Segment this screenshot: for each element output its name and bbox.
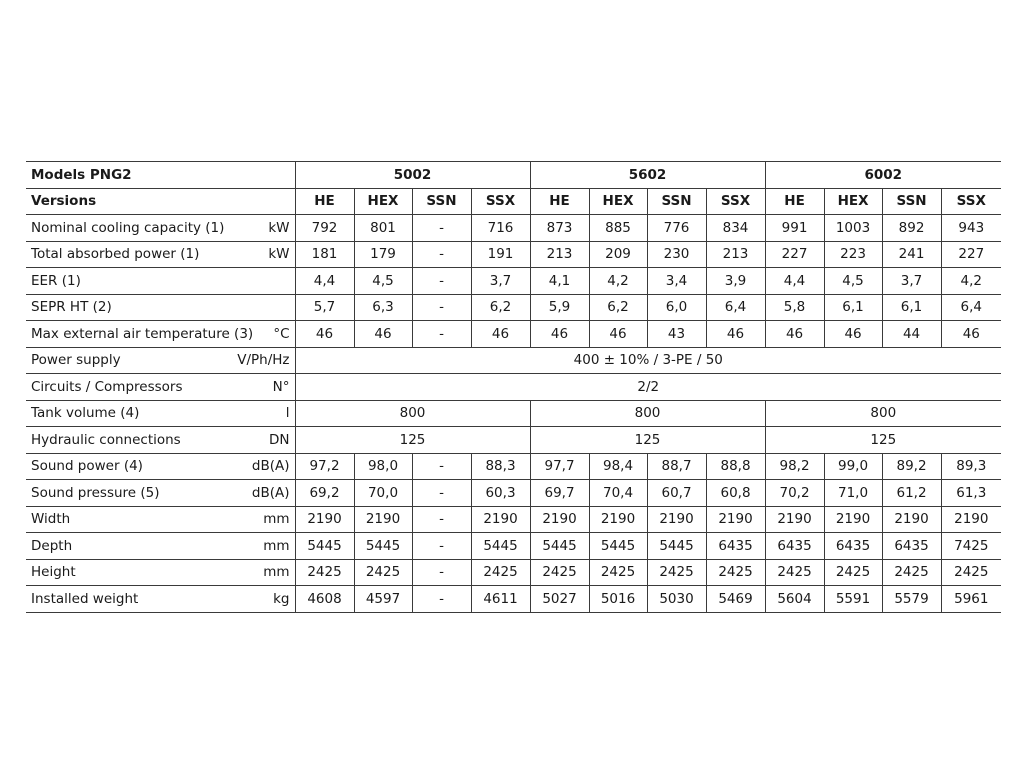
table-cell: 71,0 <box>824 480 882 507</box>
table-cell: 2425 <box>882 559 941 586</box>
table-cell: 69,7 <box>530 480 589 507</box>
row-label <box>26 453 295 480</box>
table-cell: 4,5 <box>824 268 882 295</box>
table-cell: 2425 <box>471 559 530 586</box>
table-cell: - <box>412 215 471 242</box>
table-cell: 6,2 <box>471 294 530 321</box>
table-cell: 223 <box>824 241 882 268</box>
row-label <box>26 533 295 560</box>
row-unit: mm <box>263 564 290 581</box>
models-header-row <box>26 162 1001 189</box>
table-cell: 2425 <box>765 559 824 586</box>
table-cell: 2190 <box>471 506 530 533</box>
table-row <box>26 533 1001 560</box>
table-cell: 46 <box>824 321 882 348</box>
row-label <box>26 347 295 374</box>
table-cell: 125 <box>530 427 765 454</box>
model-5002-header: 5002 <box>295 162 530 189</box>
row-label <box>26 480 295 507</box>
row-label-text: Width <box>31 511 71 528</box>
table-cell: 5604 <box>765 586 824 613</box>
table-cell: 5,8 <box>765 294 824 321</box>
table-cell: 230 <box>647 241 706 268</box>
versions-header-row <box>26 188 1001 215</box>
table-row <box>26 241 1001 268</box>
table-cell: 5445 <box>295 533 354 560</box>
row-label <box>26 215 295 242</box>
table-cell: 6,3 <box>354 294 412 321</box>
table-row <box>26 374 1001 401</box>
row-label <box>26 374 295 401</box>
row-label-text: Max external air temperature (3) <box>31 325 254 342</box>
row-label <box>26 586 295 613</box>
row-label-text: Tank volume (4) <box>31 405 140 422</box>
table-cell: 88,3 <box>471 453 530 480</box>
table-cell: 4,2 <box>941 268 1001 295</box>
table-cell: 5445 <box>354 533 412 560</box>
table-row <box>26 480 1001 507</box>
table-cell: 98,0 <box>354 453 412 480</box>
table-cell: 2425 <box>824 559 882 586</box>
table-cell: 227 <box>941 241 1001 268</box>
table-cell: 2190 <box>765 506 824 533</box>
table-cell: 2190 <box>530 506 589 533</box>
version-header: HE <box>530 188 589 215</box>
table-cell: 5445 <box>530 533 589 560</box>
table-cell: 181 <box>295 241 354 268</box>
row-unit: V/Ph/Hz <box>237 352 290 369</box>
table-cell: 5030 <box>647 586 706 613</box>
table-cell: 6435 <box>706 533 765 560</box>
table-cell: 97,7 <box>530 453 589 480</box>
row-label-text: EER (1) <box>31 272 81 289</box>
table-cell: 46 <box>706 321 765 348</box>
table-cell: 89,3 <box>941 453 1001 480</box>
row-unit: dB(A) <box>251 484 290 501</box>
table-cell: 97,2 <box>295 453 354 480</box>
table-cell: 4,2 <box>589 268 647 295</box>
table-cell: - <box>412 559 471 586</box>
table-cell: 46 <box>471 321 530 348</box>
table-cell: 6,0 <box>647 294 706 321</box>
table-cell: 2425 <box>589 559 647 586</box>
table-cell: 5,9 <box>530 294 589 321</box>
table-cell: 70,0 <box>354 480 412 507</box>
table-cell: 43 <box>647 321 706 348</box>
table-cell: - <box>412 453 471 480</box>
table-cell: 6,1 <box>882 294 941 321</box>
table-cell: 7425 <box>941 533 1001 560</box>
row-label-text: Nominal cooling capacity (1) <box>31 219 225 236</box>
table-cell: 5445 <box>647 533 706 560</box>
models-title: Models PNG2 <box>26 162 295 189</box>
table-cell: 4,4 <box>765 268 824 295</box>
table-cell: - <box>412 533 471 560</box>
table-cell: - <box>412 586 471 613</box>
table-cell: 60,3 <box>471 480 530 507</box>
row-unit: mm <box>263 537 290 554</box>
version-header: HEX <box>589 188 647 215</box>
table-cell: 191 <box>471 241 530 268</box>
table-cell: 241 <box>882 241 941 268</box>
table-cell: 5027 <box>530 586 589 613</box>
table-cell: 5,7 <box>295 294 354 321</box>
row-label-text: Total absorbed power (1) <box>31 246 200 263</box>
row-unit: kW <box>268 246 290 263</box>
table-cell: 2425 <box>354 559 412 586</box>
table-row <box>26 506 1001 533</box>
table-cell: 70,2 <box>765 480 824 507</box>
table-cell: 69,2 <box>295 480 354 507</box>
table-cell: 227 <box>765 241 824 268</box>
table-cell: 99,0 <box>824 453 882 480</box>
table-cell: 5961 <box>941 586 1001 613</box>
table-cell: 46 <box>354 321 412 348</box>
table-cell: 4608 <box>295 586 354 613</box>
table-cell: 6,2 <box>589 294 647 321</box>
table-cell: - <box>412 294 471 321</box>
table-cell: 179 <box>354 241 412 268</box>
table-cell: 4,1 <box>530 268 589 295</box>
version-header: SSX <box>706 188 765 215</box>
table-cell: 3,4 <box>647 268 706 295</box>
table-cell: 44 <box>882 321 941 348</box>
table-cell: - <box>412 241 471 268</box>
table-cell: 89,2 <box>882 453 941 480</box>
table-cell: 800 <box>765 400 1001 427</box>
row-unit: mm <box>263 511 290 528</box>
table-cell: 5591 <box>824 586 882 613</box>
table-cell: 800 <box>530 400 765 427</box>
table-cell: 46 <box>295 321 354 348</box>
row-label <box>26 294 295 321</box>
table-cell: 2190 <box>882 506 941 533</box>
table-cell: 400 ± 10% / 3-PE / 50 <box>295 347 1001 374</box>
row-label-text: Circuits / Compressors <box>31 378 183 395</box>
versions-label: Versions <box>26 188 295 215</box>
table-cell: 4597 <box>354 586 412 613</box>
table-cell: 61,3 <box>941 480 1001 507</box>
table-cell: 46 <box>530 321 589 348</box>
table-row <box>26 453 1001 480</box>
table-row <box>26 559 1001 586</box>
table-cell: 800 <box>295 400 530 427</box>
table-cell: 6435 <box>824 533 882 560</box>
table-cell: 2/2 <box>295 374 1001 401</box>
version-header: SSN <box>647 188 706 215</box>
version-header: SSX <box>941 188 1001 215</box>
table-row <box>26 294 1001 321</box>
table-row <box>26 400 1001 427</box>
table-cell: 2190 <box>824 506 882 533</box>
row-label <box>26 506 295 533</box>
table-cell: 4611 <box>471 586 530 613</box>
table-cell: 3,7 <box>471 268 530 295</box>
row-label-text: Installed weight <box>31 590 139 607</box>
table-cell: 2190 <box>589 506 647 533</box>
version-header: SSN <box>882 188 941 215</box>
row-label <box>26 427 295 454</box>
row-label-text: Depth <box>31 537 73 554</box>
table-cell: 6,4 <box>941 294 1001 321</box>
row-unit: DN <box>269 431 290 448</box>
table-cell: 5445 <box>589 533 647 560</box>
table-cell: - <box>412 268 471 295</box>
table-cell: 2425 <box>295 559 354 586</box>
table-cell: 2190 <box>295 506 354 533</box>
table-cell: 213 <box>530 241 589 268</box>
table-cell: 125 <box>295 427 530 454</box>
table-cell: 2190 <box>941 506 1001 533</box>
table-cell: 2425 <box>647 559 706 586</box>
table-cell: 125 <box>765 427 1001 454</box>
spec-table <box>26 161 1001 613</box>
version-header: HE <box>295 188 354 215</box>
version-header: SSN <box>412 188 471 215</box>
model-5602-header: 5602 <box>530 162 765 189</box>
table-cell: 2190 <box>647 506 706 533</box>
row-label-text: Sound power (4) <box>31 458 143 475</box>
row-label <box>26 321 295 348</box>
model-6002-header: 6002 <box>765 162 1001 189</box>
table-cell: 88,8 <box>706 453 765 480</box>
table-cell: 801 <box>354 215 412 242</box>
table-cell: 61,2 <box>882 480 941 507</box>
table-cell: 3,9 <box>706 268 765 295</box>
row-label-text: Height <box>31 564 76 581</box>
table-row <box>26 321 1001 348</box>
table-row <box>26 268 1001 295</box>
table-cell: 6,4 <box>706 294 765 321</box>
table-cell: 776 <box>647 215 706 242</box>
table-cell: 209 <box>589 241 647 268</box>
row-unit: N° <box>272 378 290 395</box>
row-label <box>26 241 295 268</box>
table-cell: - <box>412 321 471 348</box>
row-label <box>26 400 295 427</box>
table-row <box>26 347 1001 374</box>
table-cell: 991 <box>765 215 824 242</box>
table-cell: 3,7 <box>882 268 941 295</box>
table-cell: 5445 <box>471 533 530 560</box>
row-unit: l <box>285 405 290 422</box>
table-cell: 5579 <box>882 586 941 613</box>
table-row <box>26 427 1001 454</box>
table-cell: 46 <box>765 321 824 348</box>
table-cell: - <box>412 506 471 533</box>
table-cell: 4,4 <box>295 268 354 295</box>
row-unit: kW <box>268 219 290 236</box>
row-unit: kg <box>273 590 290 607</box>
table-cell: 60,7 <box>647 480 706 507</box>
row-label-text: SEPR HT (2) <box>31 299 112 316</box>
table-cell: 46 <box>589 321 647 348</box>
table-cell: 2425 <box>706 559 765 586</box>
table-cell: 873 <box>530 215 589 242</box>
table-cell: 943 <box>941 215 1001 242</box>
table-cell: 98,4 <box>589 453 647 480</box>
table-cell: 6435 <box>882 533 941 560</box>
table-cell: - <box>412 480 471 507</box>
version-header: SSX <box>471 188 530 215</box>
row-unit: °C <box>273 325 290 342</box>
table-cell: 1003 <box>824 215 882 242</box>
table-cell: 88,7 <box>647 453 706 480</box>
row-label <box>26 559 295 586</box>
version-header: HEX <box>354 188 412 215</box>
table-cell: 834 <box>706 215 765 242</box>
row-unit: dB(A) <box>251 458 290 475</box>
table-cell: 892 <box>882 215 941 242</box>
table-cell: 60,8 <box>706 480 765 507</box>
table-cell: 213 <box>706 241 765 268</box>
table-cell: 885 <box>589 215 647 242</box>
table-cell: 2190 <box>354 506 412 533</box>
version-header: HE <box>765 188 824 215</box>
table-cell: 6,1 <box>824 294 882 321</box>
table-cell: 5016 <box>589 586 647 613</box>
version-header: HEX <box>824 188 882 215</box>
table-cell: 792 <box>295 215 354 242</box>
table-cell: 98,2 <box>765 453 824 480</box>
table-cell: 5469 <box>706 586 765 613</box>
row-label-text: Sound pressure (5) <box>31 484 160 501</box>
table-cell: 716 <box>471 215 530 242</box>
row-label-text: Power supply <box>31 352 121 369</box>
table-cell: 6435 <box>765 533 824 560</box>
table-cell: 2190 <box>706 506 765 533</box>
table-cell: 46 <box>941 321 1001 348</box>
row-label <box>26 268 295 295</box>
spec-table-body <box>26 162 1001 613</box>
table-row <box>26 215 1001 242</box>
table-cell: 4,5 <box>354 268 412 295</box>
table-cell: 2425 <box>530 559 589 586</box>
row-label-text: Hydraulic connections <box>31 431 181 448</box>
table-cell: 70,4 <box>589 480 647 507</box>
table-cell: 2425 <box>941 559 1001 586</box>
table-row <box>26 586 1001 613</box>
